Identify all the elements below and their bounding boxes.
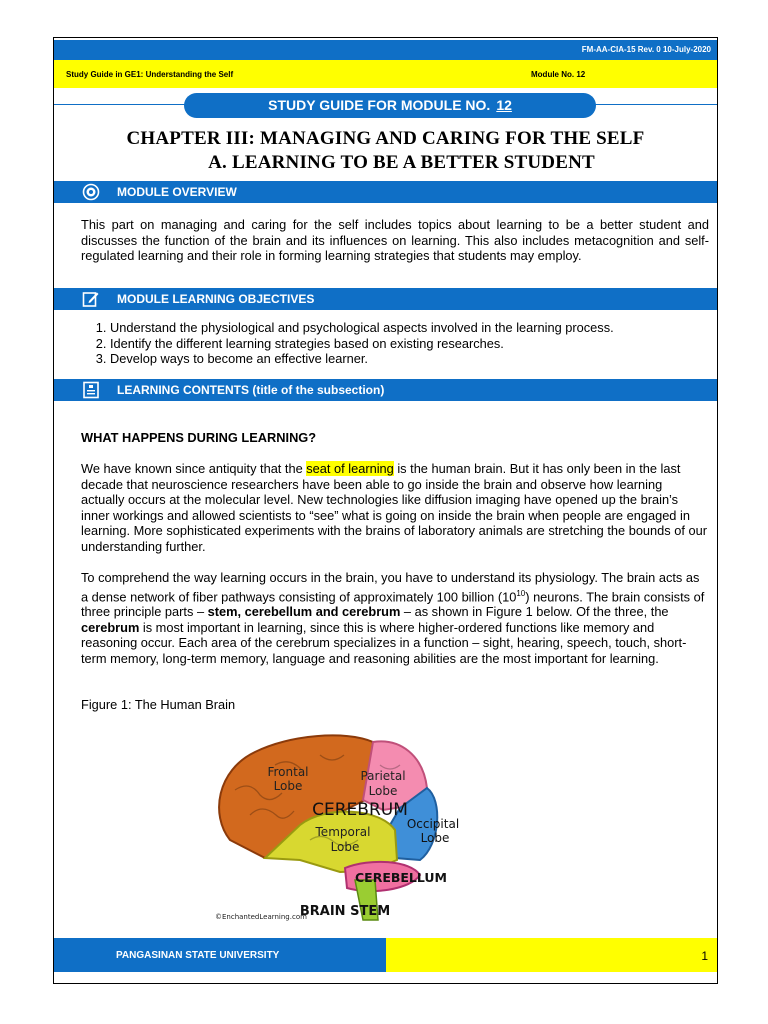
page-number: 1 bbox=[701, 949, 708, 963]
parietal-label-1: Parietal bbox=[360, 769, 406, 783]
parietal-label-2: Lobe bbox=[368, 784, 398, 798]
section-overview-title: MODULE OVERVIEW bbox=[117, 185, 237, 199]
highlight-seat-of-learning: seat of learning bbox=[306, 461, 394, 476]
frontal-label-2: Lobe bbox=[273, 779, 303, 793]
section-objectives bbox=[54, 288, 717, 310]
paragraph-2 bbox=[81, 570, 709, 666]
p2-text-c: – as shown in Figure 1 below. Of the three, the bbox=[400, 604, 669, 620]
temporal-label-1: Temporal bbox=[315, 825, 371, 839]
p1-text-end: is the human brain. But it has only been in the last decade that neuroscience researchers have been able to go inside the brain and observe how learning actually occurs at the molecular level. New technologies like diffusion imaging have opened up the brain’s inner workings and allowed scientists to “see” what is going on inside the brain when people are engaged in learning. More sophisticated experiments with the brains of laboratory animals are stretching the bounds of our understanding further. bbox=[81, 461, 707, 554]
header-yellow-bar bbox=[54, 60, 717, 88]
footer-page-bar bbox=[386, 938, 717, 972]
edit-icon bbox=[82, 290, 100, 308]
overview-text: This part on managing and caring for the self includes topics about learning to be a better student and discusses the function of the brain and its influences on learning. This also includes metacognition and self-regulated learning and their role in forming learning strategies that students may employ. bbox=[81, 217, 709, 263]
content-heading: WHAT HAPPENS DURING LEARNING? bbox=[81, 430, 317, 445]
frontal-label-1: Frontal bbox=[267, 765, 309, 779]
banner-label: STUDY GUIDE FOR MODULE NO. bbox=[268, 97, 491, 113]
brain-figure bbox=[205, 730, 475, 925]
target-icon bbox=[82, 183, 100, 201]
p2-superscript: 10 bbox=[516, 588, 526, 598]
p1-text-start: We have known since antiquity that the bbox=[81, 461, 307, 476]
chapter-subtitle: A. LEARNING TO BE A BETTER STUDENT bbox=[208, 152, 595, 173]
module-label: Module No. 12 bbox=[531, 70, 586, 79]
study-guide-label: Study Guide in GE1: Understanding the Self bbox=[66, 70, 234, 79]
section-contents-title: LEARNING CONTENTS (title of the subsection) bbox=[117, 383, 385, 397]
cerebellum-label: CEREBELLUM bbox=[354, 870, 448, 885]
footer-university-bar bbox=[54, 938, 386, 972]
section-overview bbox=[54, 181, 717, 203]
brainstem-label: BRAIN STEM bbox=[299, 904, 391, 919]
objective-item: 2. Identify the different learning strategies based on existing researches. bbox=[110, 336, 730, 352]
document-icon bbox=[82, 381, 100, 399]
module-banner bbox=[184, 93, 596, 118]
temporal-label-2: Lobe bbox=[330, 840, 360, 854]
header-top-bar bbox=[54, 40, 717, 60]
occipital-label-2: Lobe bbox=[420, 831, 450, 845]
occipital-label-1: Occipital bbox=[406, 817, 460, 831]
section-contents bbox=[54, 379, 717, 401]
section-objectives-title: MODULE LEARNING OBJECTIVES bbox=[117, 292, 315, 306]
footer-university: PANGASINAN STATE UNIVERSITY bbox=[116, 950, 280, 961]
figure-caption: Figure 1: The Human Brain bbox=[81, 697, 236, 712]
objective-item: 1. Understand the physiological and psychological aspects involved in the learning process. bbox=[110, 320, 730, 336]
image-credit: ©EnchantedLearning.com bbox=[215, 913, 307, 921]
p2-text-b: ) neurons. The brain consists of three principle parts – bbox=[81, 588, 705, 620]
p2-bold-parts: stem, cerebellum and cerebrum bbox=[207, 604, 401, 620]
p2-text-d: is most important in learning, since this is where higher-ordered functions like memory and reasoning occur. Each area of the cerebrum specializes in a function – sight, hearing, speech, touch, short-term memory, long-term memory, language and reasoning abilities are the most important for learning. bbox=[81, 619, 687, 666]
paragraph-1 bbox=[81, 461, 709, 554]
p2-text-a: To comprehend the way learning occurs in the brain, you have to understand its physiology. The brain acts as a dense network of fiber pathways consisting of approximately 100 billion (10 bbox=[81, 570, 700, 604]
objective-item: 3. Develop ways to become an effective learner. bbox=[110, 351, 730, 367]
form-code: FM-AA-CIA-15 Rev. 0 10-July-2020 bbox=[581, 45, 711, 54]
banner-number: 12 bbox=[496, 97, 512, 113]
objectives-list bbox=[80, 320, 730, 367]
cerebrum-label: CEREBRUM bbox=[312, 800, 408, 820]
chapter-title: CHAPTER III: MANAGING AND CARING FOR THE SELF bbox=[126, 128, 645, 149]
p2-bold-cerebrum: cerebrum bbox=[81, 619, 140, 635]
